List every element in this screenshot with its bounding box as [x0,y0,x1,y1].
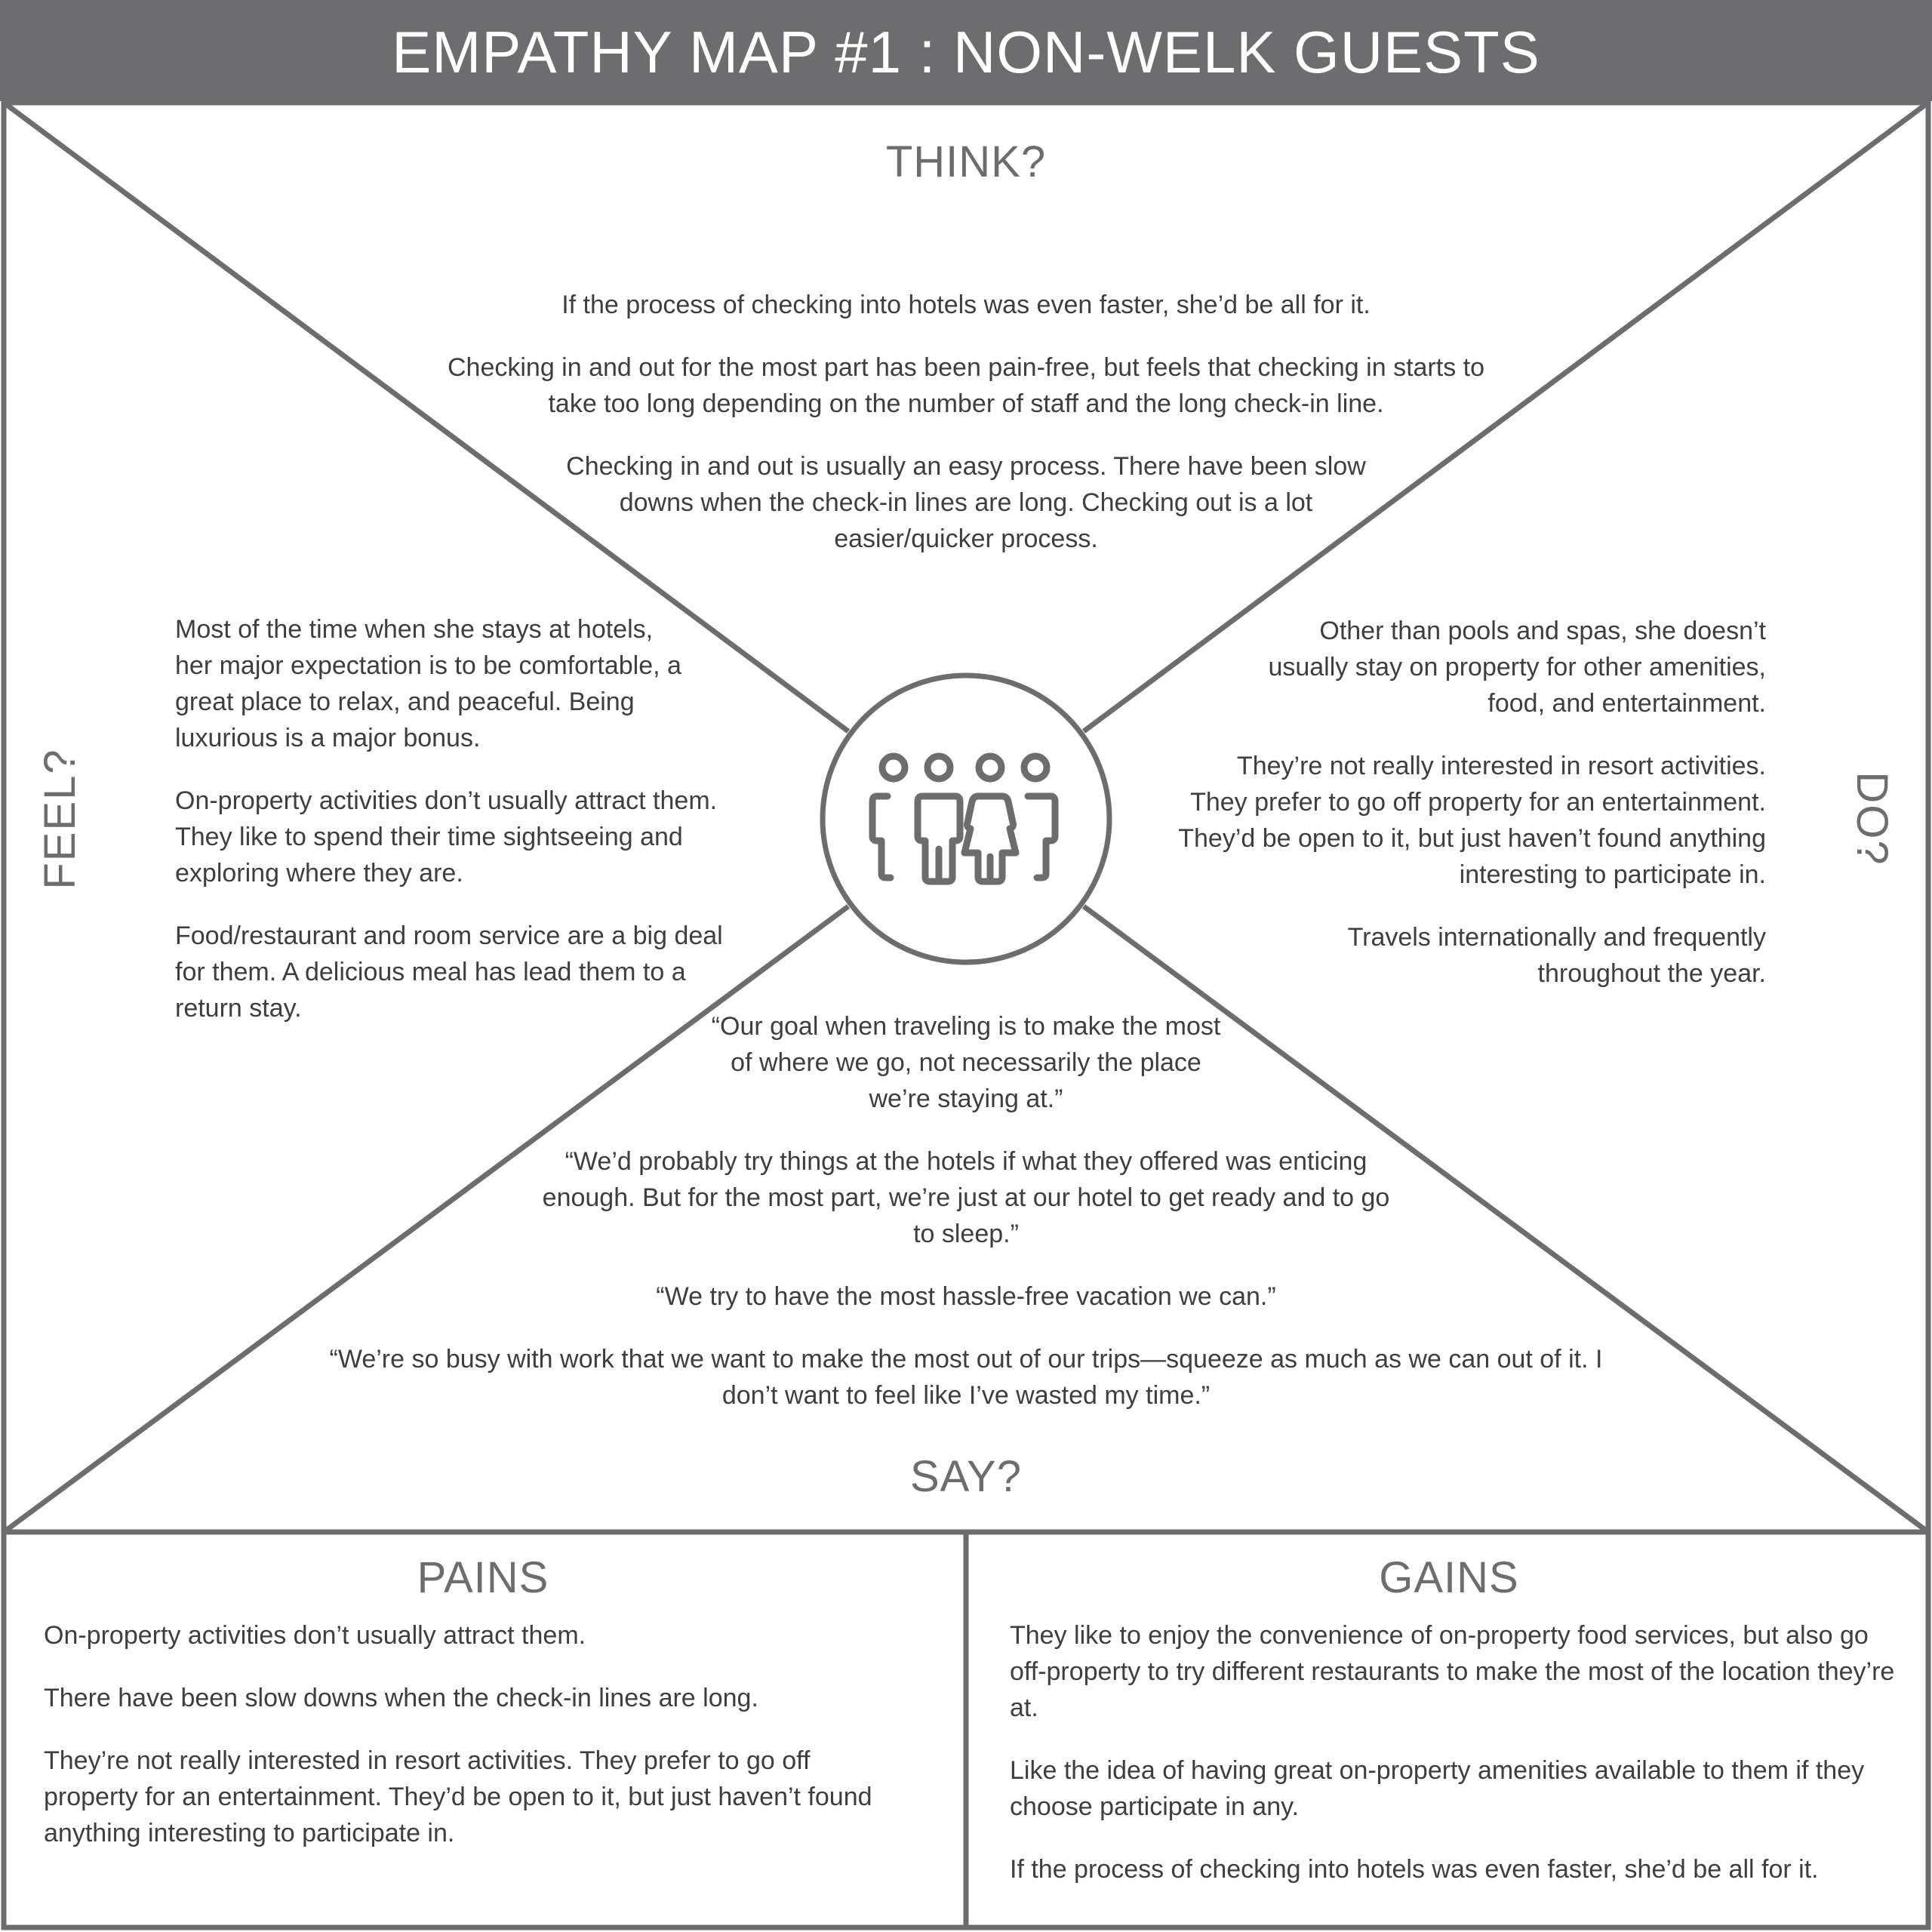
say-quote: “We’re so busy with work that we want to make the most out of our trips—squeeze as much as we can out of it. I don’t want to feel like I’ve wasted my time.” [329,1345,1603,1410]
pains-note: There have been slow downs when the check-in lines are long. [44,1684,758,1712]
feel-notes [175,611,764,1026]
group-of-people-icon [872,756,1055,881]
feel-note: Most of the time when she stays at hotels, her major expectation is to be comfortable, a great place to relax, and peaceful. Being luxurious is a major bonus. [175,615,681,752]
do-notes [1177,613,1766,992]
say-quote: “Our goal when traveling is to make the most of where we go, not necessarily the place we’re staying at.” [711,1012,1221,1113]
say-quote: “We try to have the most hassle-free vacation we can.” [656,1282,1276,1311]
do-heading: DO? [1847,771,1897,866]
pains-heading: PAINS [417,1553,549,1602]
say-quote: “We’d probably try things at the hotels if what they offered was enticing enough. But for the most part, we’re just at our hotel to get ready and to go to sleep.” [542,1147,1390,1248]
page-title: EMPATHY MAP #1 : NON-WELK GUESTS [392,19,1540,85]
gains-notes [1010,1617,1900,1887]
feel-heading: FEEL? [35,748,85,890]
feel-note: On-property activities don’t usually attract them. They like to spend their time sightseeing and exploring where they are. [175,786,718,888]
think-note: Checking in and out for the most part has been pain-free, but feels that checking in starts to take too long depending on the number of staff and the long check-in line. [447,353,1484,418]
gains-heading: GAINS [1379,1553,1519,1602]
pains-note: They’re not really interested in resort activities. They prefer to go off property for an entertainment. They’d be open to it, but just haven’t found anything interesting to participate in. [44,1746,872,1847]
gains-note: If the process of checking into hotels was even faster, she’d be all for it. [1010,1855,1819,1884]
do-note: Other than pools and spas, she doesn’t usually stay on property for other amenities, food, and entertainment. [1268,617,1766,718]
say-heading: SAY? [909,1452,1023,1501]
think-notes [408,287,1524,557]
pains-note: On-property activities don’t usually attract them. [44,1621,586,1650]
think-heading: THINK? [885,137,1047,186]
gains-note: They like to enjoy the convenience of on-property food services, but also go off-property to try different restaurants to make the most of the location they’re at. [1010,1621,1895,1722]
think-note: Checking in and out is usually an easy process. There have been slow downs when the check-in lines are long. Checking out is a lot easier/quicker process. [566,452,1366,553]
gains-note: Like the idea of having great on-property amenities available to them if they choose participate in any. [1010,1756,1865,1821]
pains-notes [44,1617,927,1851]
do-note: Travels internationally and frequently throughout the year. [1347,923,1766,988]
think-note: If the process of checking into hotels was even faster, she’d be all for it. [561,291,1371,319]
do-note: They’re not really interested in resort activities. They prefer to go off property for an entertainment. They’d be open to it, but just haven’t found anything interesting to participate in. [1178,752,1766,889]
feel-note: Food/restaurant and room service are a big deal for them. A delicious meal has lead them to a return stay. [175,921,723,1023]
say-notes [287,1008,1645,1414]
